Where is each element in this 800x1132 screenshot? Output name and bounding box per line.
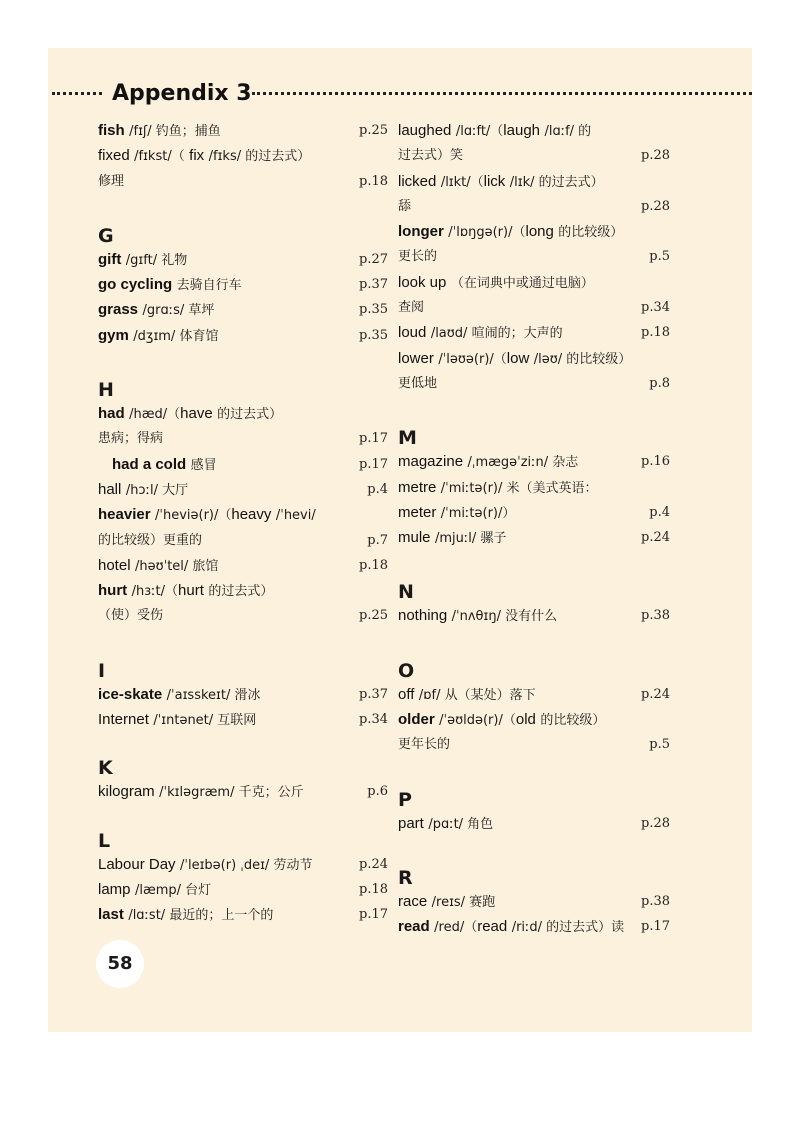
- entry-nothing: nothing /ˈnʌθɪŋ/ 没有什么 p.38: [398, 607, 670, 625]
- entry-last: last /lɑːst/ 最近的；上一个的 p.17: [98, 906, 388, 924]
- entry-fish: fish /fɪʃ/ 钓鱼；捕鱼 p.25: [98, 122, 388, 139]
- right-column: [398, 118, 670, 940]
- section-letter-n: N: [398, 581, 414, 604]
- entry-licked: licked /lɪkt/（lick /lɪk/ 的过去式）: [398, 172, 604, 190]
- entry-heavier-cont: 的比较级）更重的 p.7: [98, 532, 388, 548]
- entry-off: off /ɒf/ 从（某处）落下 p.24: [398, 685, 670, 703]
- entry-gift: gift /gɪft/ 礼物 p.27: [98, 250, 388, 268]
- entry-race: race /reɪs/ 赛跑 p.38: [398, 892, 670, 910]
- entry-fixed: fixed /fɪkst/（ fix /fɪks/ 的过去式）: [98, 147, 311, 165]
- entry-loud: loud /laʊd/ 喧闹的；大声的 p.18: [398, 324, 670, 342]
- entry-hotel: hotel /həʊˈtel/ 旅馆 p.18: [98, 556, 388, 574]
- section-letter-k: K: [98, 757, 113, 780]
- entry-lower-cont: 更低地 p.8: [398, 375, 670, 391]
- entry-lower: lower /ˈləʊə(r)/（low /ləʊ/ 的比较级）: [398, 349, 632, 367]
- entry-go-cycling: go cycling 去骑自行车 p.37: [98, 276, 388, 294]
- entry-fixed-cont: 修理 p.18: [98, 173, 388, 189]
- header-dots-left: [52, 92, 102, 95]
- section-letter-m: M: [398, 427, 417, 450]
- section-letter-l: L: [98, 829, 111, 852]
- entry-longer: longer /ˈlɒŋgə(r)/（long 的比较级）: [398, 223, 624, 241]
- entry-laughed-cont: 过去式）笑 p.28: [398, 148, 670, 164]
- entry-older: older /ˈəʊldə(r)/（old 的比较级）: [398, 711, 606, 729]
- entry-look-up: look up （在词典中或通过电脑）: [398, 273, 594, 291]
- entry-meter: meter /ˈmiːtə(r)/） p.4: [398, 503, 670, 521]
- entry-hurt: hurt /hɜːt/（hurt 的过去式）: [98, 582, 274, 600]
- section-letter-r: R: [398, 866, 413, 889]
- entry-ice-skate: ice-skate /ˈaɪsskeɪt/ 滑冰 p.37: [98, 685, 388, 703]
- section-letter-p: P: [398, 788, 412, 811]
- page-title: Appendix 3: [112, 81, 252, 106]
- section-letter-h: H: [98, 379, 114, 402]
- section-letter-o: O: [398, 659, 415, 682]
- entry-licked-cont: 舔 p.28: [398, 198, 670, 214]
- page-number: 58: [96, 940, 144, 988]
- entry-lamp: lamp /læmp/ 台灯 p.18: [98, 880, 388, 898]
- entry-part: part /pɑːt/ 角色 p.28: [398, 814, 670, 832]
- entry-laughed: laughed /lɑːft/（laugh /lɑːf/ 的: [398, 122, 592, 139]
- entry-metre: metre /ˈmiːtə(r)/ 米（美式英语：: [398, 478, 598, 496]
- entry-older-cont: 更年长的 p.5: [398, 737, 670, 753]
- entry-had-cont: 患病；得病 p.17: [98, 431, 388, 447]
- entry-labour-day: Labour Day /ˈleɪbə(r) ˌdeɪ/ 劳动节 p.24: [98, 855, 388, 873]
- entry-gym: gym /dʒɪm/ 体育馆 p.35: [98, 326, 388, 344]
- entry-heavier: heavier /ˈheviə(r)/（heavy /ˈhevi/: [98, 506, 316, 524]
- entry-grass: grass /grɑːs/ 草坪 p.35: [98, 301, 388, 319]
- section-letter-i: I: [98, 659, 106, 682]
- entry-had-a-cold: had a cold 感冒 p.17: [112, 455, 388, 473]
- entry-hurt-cont: （使）受伤 p.25: [98, 608, 388, 624]
- entry-longer-cont: 更长的 p.5: [398, 249, 670, 265]
- header-dots-right: [252, 92, 752, 95]
- entry-internet: Internet /ˈɪntənet/ 互联网 p.34: [98, 711, 388, 729]
- section-letter-g: G: [98, 224, 114, 247]
- entry-kilogram: kilogram /ˈkɪləgræm/ 千克；公斤 p.6: [98, 783, 388, 801]
- entry-hall: hall /hɔːl/ 大厅 p.4: [98, 480, 388, 498]
- left-column: [98, 118, 388, 928]
- entry-had: had /hæd/（have 的过去式）: [98, 405, 283, 423]
- entry-magazine: magazine /ˌmægəˈziːn/ 杂志 p.16: [398, 453, 670, 471]
- entry-look-up-cont: 查阅 p.34: [398, 300, 670, 316]
- entry-mule: mule /mjuːl/ 骡子 p.24: [398, 529, 670, 547]
- entry-read: read /red/（read /riːd/ 的过去式）读 p.17: [398, 918, 670, 936]
